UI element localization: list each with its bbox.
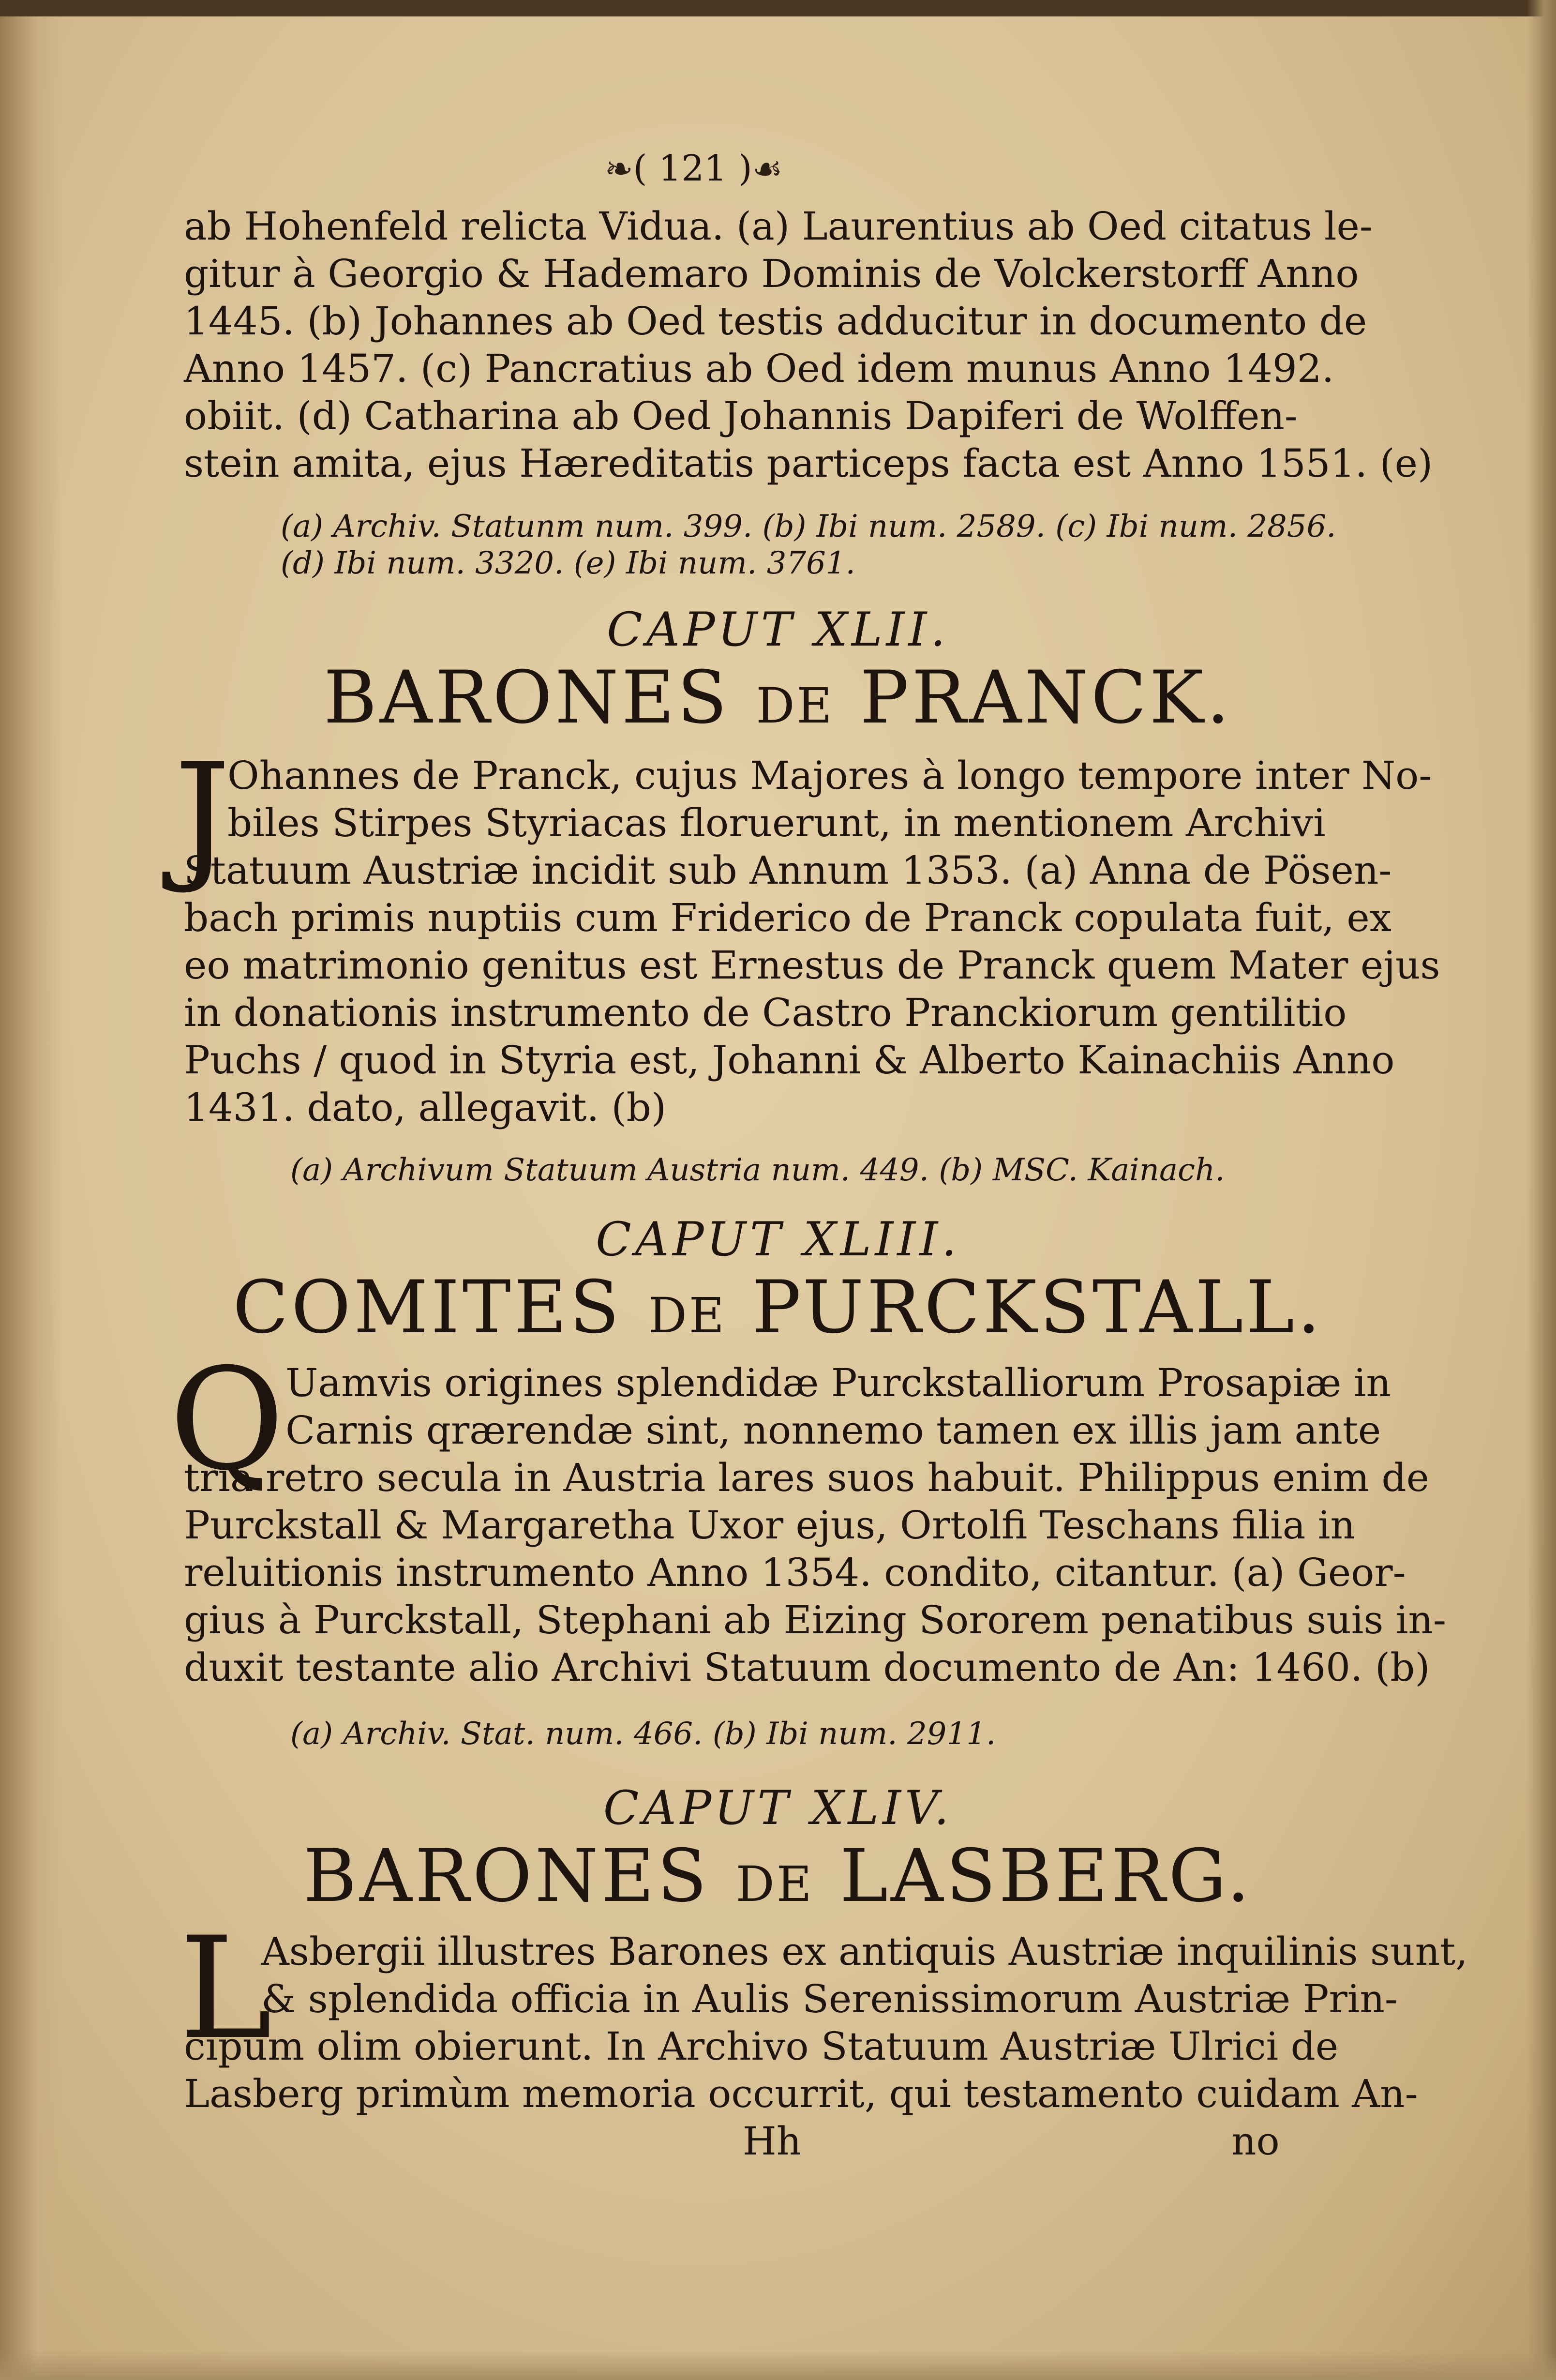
chapter-number: CAPUT XLIV. — [603, 1781, 953, 1835]
intro-line: obiit. (d) Catharina ab Oed Johannis Dapiferi de Wolffen- — [184, 393, 1298, 438]
intro-line: Anno 1457. (c) Pancratius ab Oed idem munus Anno 1492. — [184, 346, 1334, 391]
intro-line: stein amita, ejus Hæreditatis particeps facta est Anno 1551. (e) — [184, 441, 1433, 486]
body-line: Carnis qrærendæ sint, nonnemo tamen ex illis jam ante — [285, 1408, 1381, 1453]
title-part: PURCKSTALL. — [752, 1265, 1323, 1350]
body-line: Lasberg primùm memoria occurrit, qui testamento cuidam An- — [184, 2071, 1418, 2116]
signature-mark: Hh — [743, 2119, 802, 2164]
chapter-number: CAPUT XLIII. — [596, 1212, 960, 1266]
chapter-title — [0, 656, 1556, 740]
page-bottom-edge — [0, 2351, 1556, 2380]
drop-cap: Q — [169, 1339, 284, 1502]
body-line: cipum olim obierunt. In Archivo Statuum Austriæ Ulrici de — [184, 2024, 1339, 2069]
body-line: Uamvis origines splendidæ Purckstalliorum Prosapiæ in — [285, 1360, 1391, 1405]
body-line: Ohannes de Pranck, cujus Majores à longo tempore inter No- — [227, 753, 1432, 798]
body-line: biles Stirpes Styriacas floruerunt, in mentionem Archivi — [227, 800, 1326, 845]
body-line: Statuum Austriæ incidit sub Annum 1353. (a) Anna de Pösen- — [184, 848, 1392, 893]
body-line: Purckstall & Margaretha Uxor ejus, Ortolfi Teschans filia in — [184, 1503, 1355, 1548]
page-number: 121 — [658, 148, 727, 189]
footnote-line: (a) Archiv. Statunm num. 399. (b) Ibi num. 2589. (c) Ibi num. 2856. — [281, 509, 1336, 544]
title-part: BARONES — [303, 1834, 710, 1918]
body-line: Puchs / quod in Styria est, Johanni & Alberto Kainachiis Anno — [184, 1038, 1395, 1083]
intro-line: ab Hohenfeld relicta Vidua. (a) Laurentius ab Oed citatus le- — [184, 204, 1373, 249]
body-line: duxit testante alio Archivi Statuum documento de An: 1460. (b) — [184, 1645, 1430, 1690]
title-part: BARONES — [323, 656, 730, 740]
body-line: eo matrimonio genitus est Ernestus de Pranck quem Mater ejus — [184, 943, 1440, 988]
ornament-left-icon: ❧ — [605, 149, 633, 189]
body-line: reluitionis instrumento Anno 1354. condito, citantur. (a) Geor- — [184, 1550, 1406, 1595]
body-line: Asbergii illustres Barones ex antiquis Austriæ inquilinis sunt, — [261, 1929, 1468, 1974]
title-part: COMITES — [233, 1265, 622, 1350]
body-line: in donationis instrumento de Castro Pranckiorum gentilitio — [184, 990, 1347, 1035]
ornament-right-icon: ☙ — [752, 149, 783, 189]
footnote-line: (a) Archivum Statuum Austria num. 449. (b) MSC. Kainach. — [290, 1152, 1225, 1188]
body-line: & splendida officia in Aulis Serenissimorum Austriæ Prin- — [261, 1976, 1398, 2021]
body-line: 1431. dato, allegavit. (b) — [184, 1085, 667, 1130]
footnote-line: (a) Archiv. Stat. num. 466. (b) Ibi num. 2911. — [290, 1716, 996, 1752]
drop-cap: L — [179, 1907, 272, 2070]
title-part: DE — [735, 1856, 814, 1913]
title-part: DE — [756, 678, 834, 734]
intro-line: gitur à Georgio & Hademaro Dominis de Volckerstorff Anno — [184, 251, 1359, 296]
intro-line: 1445. (b) Johannes ab Oed testis adducitur in documento de — [184, 299, 1367, 344]
page-top-edge — [0, 0, 1556, 16]
title-part: LASBERG. — [839, 1834, 1253, 1918]
page-gutter-shadow — [0, 0, 63, 2380]
chapter-number: CAPUT XLII. — [607, 603, 949, 657]
title-part: DE — [648, 1287, 726, 1344]
page-right-edge — [1527, 0, 1556, 2380]
chapter-title — [0, 1265, 1556, 1350]
catchword: no — [1231, 2119, 1280, 2164]
page-header: ❧( 121 )☙ — [605, 148, 783, 189]
body-line: tria retro secula in Austria lares suos habuit. Philippus enim de — [184, 1455, 1430, 1500]
footnote-line: (d) Ibi num. 3320. (e) Ibi num. 3761. — [281, 545, 855, 581]
body-line: gius à Purckstall, Stephani ab Eizing Sororem penatibus suis in- — [184, 1597, 1446, 1642]
drop-cap: J — [174, 734, 231, 897]
chapter-title — [0, 1834, 1556, 1918]
title-part: PRANCK. — [860, 656, 1233, 740]
body-line: bach primis nuptiis cum Friderico de Pranck copulata fuit, ex — [184, 895, 1391, 940]
